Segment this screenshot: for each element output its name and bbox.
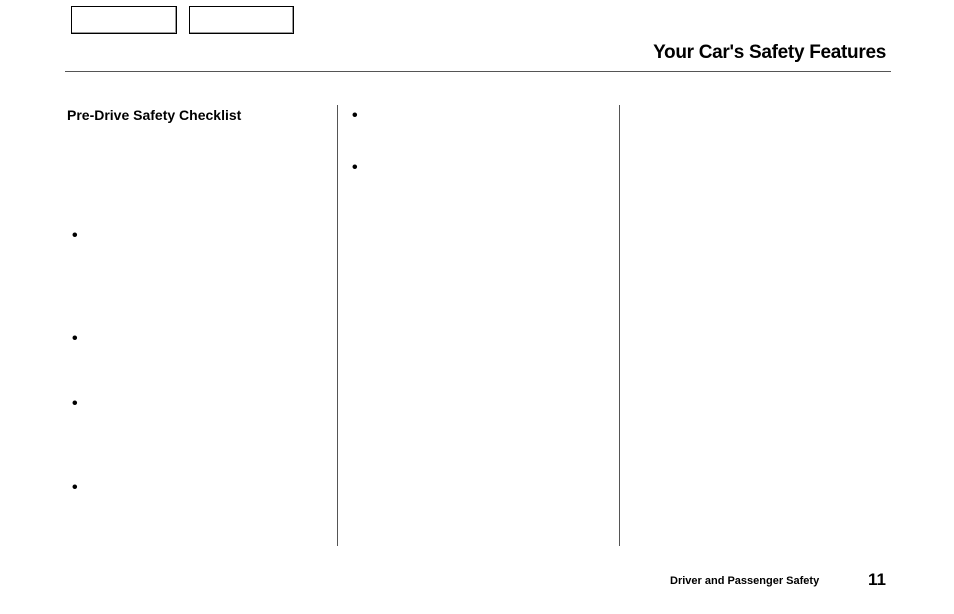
bullet-point: • <box>72 479 78 496</box>
previous-page-button[interactable] <box>71 6 177 34</box>
footer-section-name: Driver and Passenger Safety <box>670 575 820 587</box>
header-rule <box>65 71 891 72</box>
page-title: Your Car's Safety Features <box>653 42 886 63</box>
bullet-point: • <box>72 395 78 412</box>
section-heading: Pre-Drive Safety Checklist <box>67 107 242 123</box>
bullet-point: • <box>72 330 78 347</box>
column-divider-left <box>337 105 338 546</box>
column-divider-right <box>619 105 620 546</box>
bullet-point: • <box>352 107 358 124</box>
bullet-point: • <box>72 227 78 244</box>
next-page-button[interactable] <box>189 6 294 34</box>
page-number: 11 <box>868 570 886 589</box>
bullet-point: • <box>352 159 358 176</box>
